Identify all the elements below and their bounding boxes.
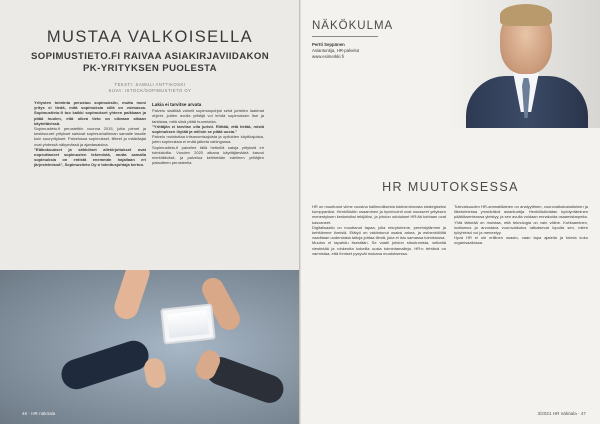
column-title: HR MUUTOKSESSA: [382, 180, 519, 194]
body-paragraph: Yhtä tärkeää on muistaa, että teknologia on vain väline. Kohtaaminen, luottamus ja arvostava vuorovaikutus ratkaisevat lopulta sen, miten työyhteisö voi ja menestyy.: [454, 219, 588, 236]
hand-shape: [143, 356, 168, 389]
right-column-1: [312, 204, 446, 256]
section-label: NÄKÖKULMA: [312, 20, 394, 32]
body-paragraph: Palvelu sisältää valmiit sopimuspohjat sekä juristien laatimat ohjeet, joiden avulla yrittäjä voi tehdä sopimuksen itse ja tarkistaa, mitä siinä pitää huomioida.: [152, 108, 264, 124]
sleeve-shape: [58, 337, 153, 393]
tablet-image: [160, 303, 215, 344]
author-portrait: [450, 0, 600, 128]
lead-paragraph: Yritysten toiminta perustuu sopimuksiin, mutta moni yritys ei tiedä, mitä sopimuksia sillä on voimassa. Sopimustieto.fi tuo kaikki sopimukset yhteen paikkaan ja pitää huolen, että oikea tieto on oikeaan aikaan käytettävissä.: [34, 100, 146, 126]
section-divider: [312, 36, 378, 37]
page-number-right: 3/2021 HR näköala · 47: [537, 411, 586, 416]
author-name: Pertti Seppänen: [312, 42, 345, 47]
body-paragraph: Palvelu muistuttaa irtisanomisajoista ja optioiden käyttöajoista, joten sopimuksia ei enää jatketa vahingossa.: [152, 134, 264, 145]
body-paragraph: Muutos ei tapahdu itsestään. Se vaatii johdon sitoutumista, selkeää viestintää ja rohkeutta kokeilla uusia toimintamalleja. HR:n tehtävä on varmistaa, että ihmiset pysyvät mukana muutoksessa.: [312, 240, 446, 256]
article-subtitle-line: SOPIMUSTIETO.FI RAIVAA ASIAKIRJAVIIDAKON: [30, 51, 270, 62]
author-website: www.esimerkki.fi: [312, 54, 344, 59]
page-number-left: 46 · HR näköala: [22, 411, 56, 416]
author-role: Asiantuntija, HR-palvelut: [312, 48, 360, 53]
byline-photo: KUVA: ISTOCK/SOPIMUSTIETO OY: [108, 88, 192, 93]
byline: [0, 82, 300, 94]
portrait-hair: [500, 4, 552, 26]
article-subtitle: [0, 51, 300, 75]
right-column-2: [454, 204, 588, 246]
left-column-2: [152, 100, 264, 165]
body-paragraph: Tulevaisuuden HR-ammattilainen on analyyttinen, vuorovaikutustaitoinen ja liiketoimintaa ymmärtävä asiantuntija. Henkilöstödatan hyödyntäminen päätöksenteossa yleistyy, ja sen avulla voidaan ennakoida osaamistarpeita.: [454, 204, 588, 220]
quote-paragraph: "Etäkokoukset ja sähköiset allekirjoitukset ovat nopeuttaneet sopimusten tekemistä, mutta samalla sopimuksia on entistä enemmän hajallaan eri järjestelmissä", Sopimustieto Oy:n toimitusjohtaja kertoo.: [34, 146, 146, 168]
author-box: [312, 42, 359, 60]
article-subtitle-line: PK-YRITYKSEN PUOLESTA: [82, 63, 218, 74]
hand-shape: [111, 270, 152, 322]
body-paragraph: HR on muuttunut viime vuosina hallinnollisesta tukitoiminnosta strategiseksi kumppaniksi. Henkilöstön osaaminen ja hyvinvointi ovat nousseet yrityksen menestyksen keskeisiksi tekijöiksi, ja johdon odotukset HR:ää kohtaan ovat kasvaneet.: [312, 204, 446, 225]
meeting-photo: [0, 270, 300, 424]
body-paragraph: Sopimustieto.fi perustettiin vuonna 2015, jotta pienet ja keskisuuret yritykset saisivat sopimushallinnan samalle tasolle kuin suuryritykset. Palvelussa sopimukset, liitteet ja määräajat ovat yhdessä näkymässä ja ajantasaisina.: [34, 126, 146, 147]
byline-text: TEKSTI: SAMULI ANTTIKOSKI: [114, 82, 186, 87]
body-paragraph: Digitalisaatio on muuttanut tapaa, jolla rekrytoimme, perehdytämme ja kehitämme ihmisiä. Etätyö on vakiintunut osaksi arkea, ja esihenkilöiltä vaaditaan uudenlaisia taitoja johtaa tiimiä, joka ei istu samassa toimistossa.: [312, 224, 446, 241]
body-paragraph: Sopimustieto.fi palvelee tällä hetkellä satoja yrityksiä eri toimialoilta. Vuoden 2020 aikana käyttäjämäärä kasvoi merkittävästi, ja palvelua kehitetään edelleen yrittäjien palautteen perusteella.: [152, 144, 264, 166]
body-paragraph: Hyvä HR ei ole erillinen osasto, vaan tapa ajatella ja toimia koko organisaatiossa.: [454, 235, 588, 246]
article-title: MUSTAA VALKOISELLA: [46, 28, 254, 46]
subheading: Lakia ei tarvitse arvata: [152, 102, 202, 107]
left-column-1: [34, 100, 146, 168]
quote-paragraph: "Yrittäjän ei tarvitse olla juristi. Riittää, että tietää, mistä sopimuksen löytää ja milloin se pitää uusia.": [152, 123, 264, 135]
